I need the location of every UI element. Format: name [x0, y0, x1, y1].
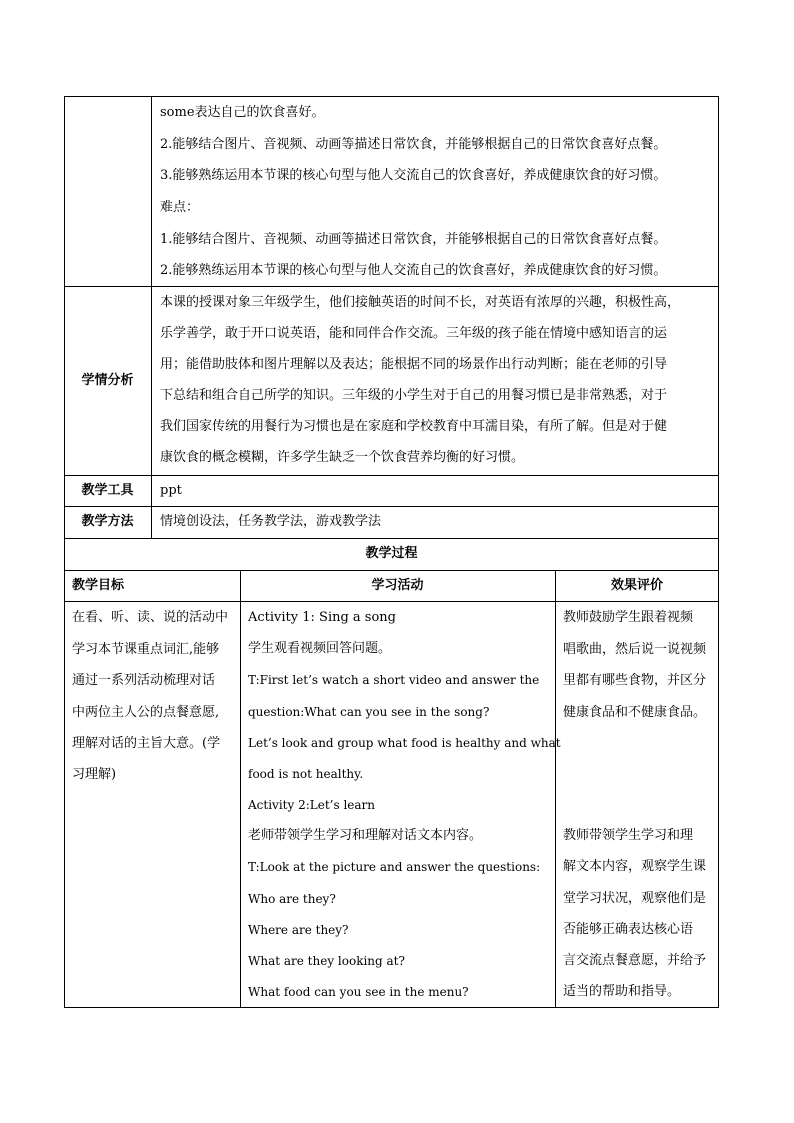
text-line: Activity 2:Let’s learn	[248, 798, 375, 812]
header-effect-evaluation: 效果评价	[610, 578, 663, 593]
text-line: 中两位主人公的点餐意愿,	[72, 705, 220, 720]
text-line: 适当的帮助和指导。	[563, 984, 681, 999]
text-line: Activity 1: Sing a song	[248, 610, 397, 625]
teaching-methods-value: 情境创设法，任务教学法，游戏教学法	[160, 514, 382, 529]
text-line: Where are they?	[248, 923, 349, 937]
header-learning-activity: 学习活动	[371, 578, 424, 593]
text-line: 理解对话的主旨大意。(学	[72, 736, 221, 751]
text-line: T:First let’s watch a short video and answer the	[248, 673, 540, 687]
text-line: 学生观看视频回答问题。	[248, 641, 392, 656]
text-line: T:Look at the picture and answer the questions:	[248, 860, 541, 874]
teaching-tools-value: ppt	[160, 483, 182, 498]
text-line: 堂学习状况，观察他们是	[563, 891, 707, 906]
text-line: 在看、听、读、说的活动中	[72, 610, 229, 625]
text-line: 难点：	[160, 200, 200, 215]
text-line: Who are they?	[248, 892, 336, 906]
text-line: Let’s look and group what food is healthy and what	[248, 736, 561, 750]
text-line: food is not healthy.	[248, 767, 364, 781]
text-line: 言交流点餐意愿，并给予	[563, 953, 707, 968]
column-divider	[555, 570, 556, 1008]
row-divider	[64, 506, 719, 507]
text-line: 解文本内容，观察学生课	[563, 859, 707, 874]
row-divider	[64, 475, 719, 476]
learner-analysis-label: 学情分析	[81, 373, 134, 388]
text-line: 习理解)	[72, 767, 117, 782]
text-line: 2.能够熟练运用本节课的核心句型与他人交流自己的饮食喜好，养成健康饮食的好习惯。	[160, 263, 667, 278]
text-line: 否能够正确表达核心语	[563, 922, 694, 937]
text-line: 康饮食的概念模糊，许多学生缺乏一个饮食营养均衡的好习惯。	[160, 450, 525, 465]
column-divider	[240, 570, 241, 1008]
row-divider	[64, 601, 719, 602]
text-line: 学习本节课重点词汇,能够	[72, 642, 220, 657]
text-line: 唱歌曲，然后说一说视频	[563, 642, 707, 657]
text-line: 乐学善学，敢于开口说英语，能和同伴合作交流。三年级的孩子能在情境中感知语言的运	[160, 326, 668, 341]
text-line: 里都有哪些食物，并区分	[563, 673, 707, 688]
text-line: 3.能够熟练运用本节课的核心句型与他人交流自己的饮食喜好，养成健康饮食的好习惯。	[160, 168, 667, 183]
text-line: 健康食品和不健康食品。	[563, 705, 707, 720]
row-divider	[64, 538, 719, 539]
text-line: 下总结和组合自己所学的知识。三年级的小学生对于自己的用餐习惯已是非常熟悉，对于	[160, 388, 668, 403]
text-line: 用；能借助肢体和图片理解以及表达；能根据不同的场景作出行动判断；能在老师的引导	[160, 357, 668, 372]
text-line: 2.能够结合图片、音视频、动画等描述日常饮食，并能够根据自己的日常饮食喜好点餐。	[160, 137, 667, 152]
header-teaching-goal: 教学目标	[72, 578, 125, 593]
teaching-methods-label: 教学方法	[81, 514, 134, 529]
text-line: What are they looking at?	[248, 954, 405, 968]
teaching-tools-label: 教学工具	[81, 483, 134, 498]
text-line: 我们国家传统的用餐行为习惯也是在家庭和学校教育中耳濡目染，有所了解。但是对于健	[160, 419, 668, 434]
text-line: 教师带领学生学习和理	[563, 828, 694, 843]
row-divider	[64, 570, 719, 571]
column-divider	[151, 96, 152, 538]
text-line: 1.能够结合图片、音视频、动画等描述日常饮食，并能够根据自己的日常饮食喜好点餐。	[160, 232, 667, 247]
text-line: some表达自己的饮食喜好。	[160, 105, 325, 120]
text-line: 本课的授课对象三年级学生，他们接触英语的时间不长，对英语有浓厚的兴趣，积极性高，	[160, 295, 681, 310]
text-line: 通过一系列活动梳理对话	[72, 673, 216, 688]
teaching-process-title: 教学过程	[365, 546, 418, 561]
text-line: What food can you see in the menu?	[248, 985, 469, 999]
text-line: 老师带领学生学习和理解对话文本内容。	[248, 828, 483, 843]
text-line: question:What can you see in the song?	[248, 705, 490, 719]
text-line: 教师鼓励学生跟着视频	[563, 610, 694, 625]
row-divider	[64, 286, 719, 287]
